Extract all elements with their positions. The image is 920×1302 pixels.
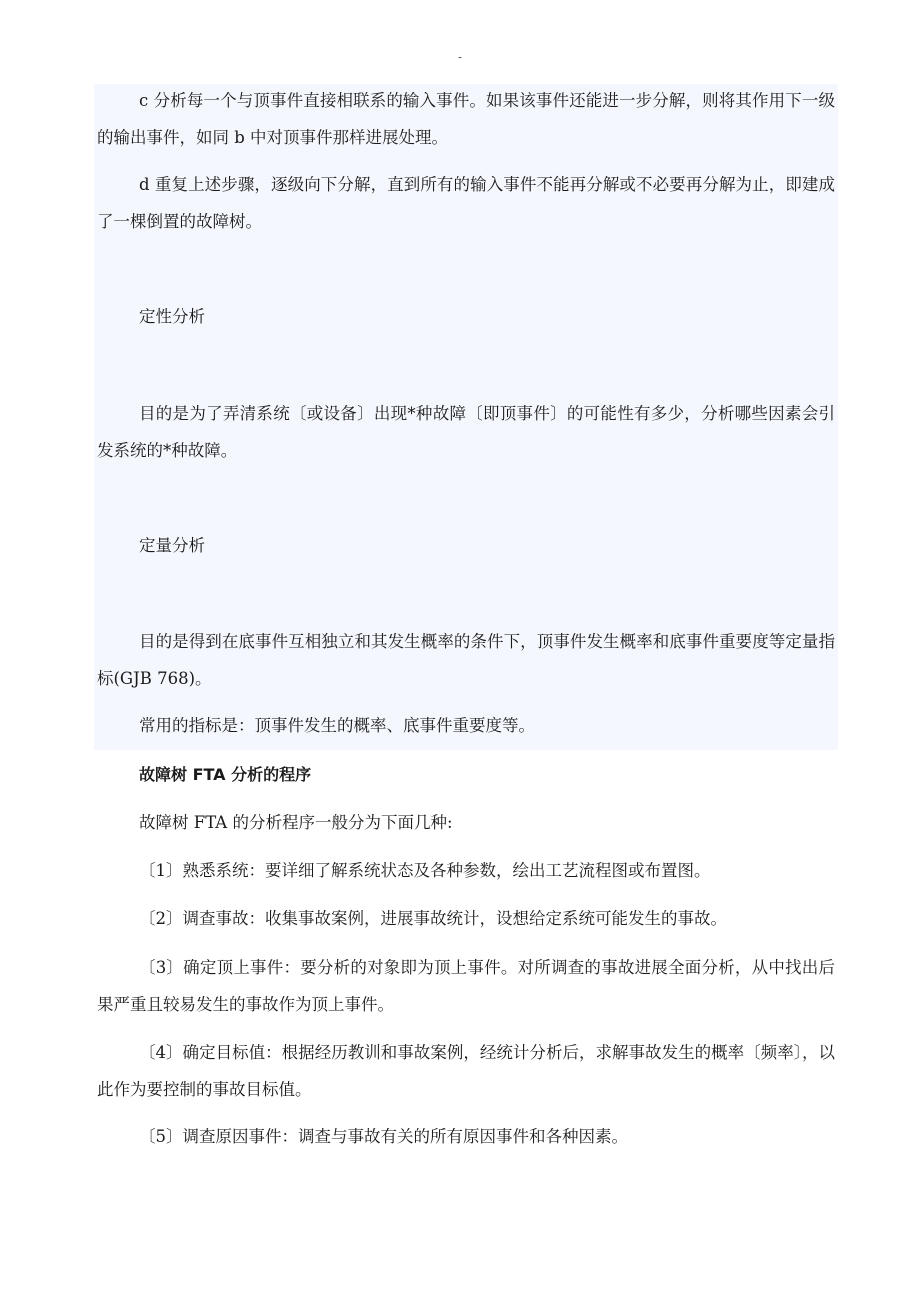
fta-procedure-intro: 故障树 FTA 的分析程序一般分为下面几种: [139,813,453,832]
paragraph-d-step: d 重复上述步骤，逐级向下分解，直到所有的输入事件不能再分解或不必要再分解为止，即建成了一棵倒置的故障树。 [97,175,835,231]
page-header-mark: - [457,50,463,64]
qualitative-analysis-heading: 定性分析 [139,307,205,326]
step-3-text: 〔3〕确定顶上事件：要分析的对象即为顶上事件。对所调查的事故进展全面分析，从中找出后果严重且较易发生的事故作为顶上事件。 [97,958,835,1014]
step-5-text: 〔5〕调查原因事件：调查与事故有关的所有原因事件和各种因素。 [139,1127,628,1146]
fta-procedure-heading: 故障树 FTA 分析的程序 [139,765,312,784]
step-4-text: 〔4〕确定目标值：根据经历教训和事故案例，经统计分析后，求解事故发生的概率〔频率〕，以此作为要控制的事故目标值。 [97,1043,835,1099]
common-indicators-text: 常用的指标是：顶事件发生的概率、底事件重要度等。 [139,716,535,735]
quantitative-analysis-text: 目的是得到在底事件互相独立和其发生概率的条件下，顶事件发生概率和底事件重要度等定量指标(GJB 768)。 [97,632,835,688]
step-2-text: 〔2〕调查事故：收集事故案例，进展事故统计，设想给定系统可能发生的事故。 [139,909,727,928]
quantitative-analysis-heading: 定量分析 [139,536,205,555]
qualitative-analysis-text: 目的是为了弄清系统〔或设备〕出现*种故障〔即顶事件〕的可能性有多少，分析哪些因素会引发系统的*种故障。 [97,404,835,460]
paragraph-c-step: c 分析每一个与顶事件直接相联系的输入事件。如果该事件还能进一步分解，则将其作用下一级的输出事件，如同 b 中对顶事件那样进展处理。 [97,91,835,147]
step-1-text: 〔1〕熟悉系统：要详细了解系统状态及各种参数，绘出工艺流程图或布置图。 [139,861,711,880]
